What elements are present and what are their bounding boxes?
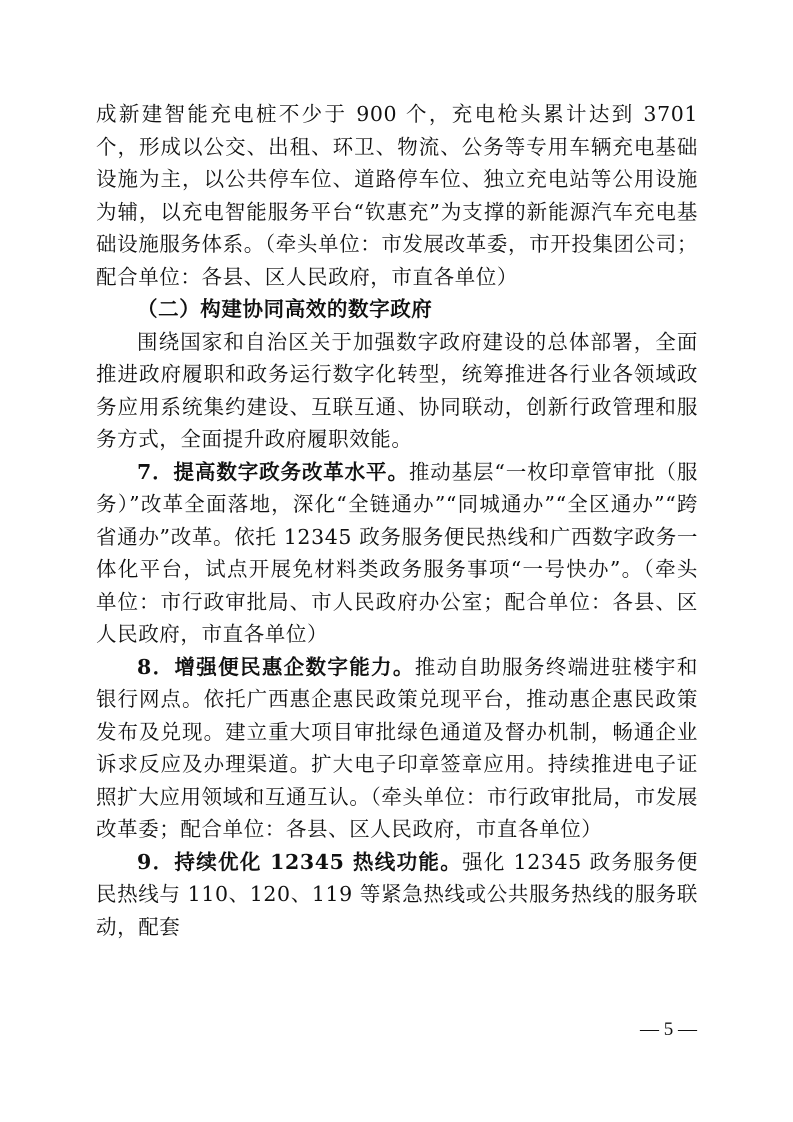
item-title: 7．提高数字政务改革水平。 <box>137 459 409 484</box>
item-body: 推动基层“一枚印章管审批（服务）”改革全面落地，深化“全链通办”“同城通办”“全区通办”“跨省通办”改革。依托 12345 政务服务便民热线和广西数字政务一体化平台，试点开展免材料类政务服务事项“一号快办”。（牵头单位：市行政审批局、市人民政府办公室；配合单位：各县、区人民政府，市直各单位） <box>96 459 698 646</box>
section-heading: （二）构建协同高效的数字政府 <box>137 297 433 321</box>
document-body <box>96 98 698 943</box>
continuation-paragraph: 成新建智能充电桩不少于 900 个，充电枪头累计达到 3701 个，形成以公交、出租、环卫、物流、公务等专用车辆充电基础设施为主，以公共停车位、道路停车位、独立充电站等公用设施为辅，以充电智能服务平台“钦惠充”为支撑的新能源汽车充电基础设施服务体系。（牵头单位：市发展改革委，市开投集团公司；配合单位：各县、区人民政府，市直各单位） <box>96 102 698 289</box>
section-intro-paragraph: 围绕国家和自治区关于加强数字政府建设的总体部署，全面推进政府履职和政务运行数字化转型，统筹推进各行业各领域政务应用系统集约建设、互联互通、协同联动，创新行政管理和服务方式，全面提升政府履职效能。 <box>96 329 698 451</box>
item-body: 强化 12345 政务服务便民热线与 110、120、119 等紧急热线或公共服务热线的服务联动，配套 <box>96 849 698 939</box>
item-body: 推动自助服务终端进驻楼宇和银行网点。依托广西惠企惠民政策兑现平台，推动惠企惠民政策发布及兑现。建立重大项目审批绿色通道及督办机制，畅通企业诉求反应及办理渠道。扩大电子印章签章应用。持续推进电子证照扩大应用领域和互通互认。（牵头单位：市行政审批局，市发展改革委；配合单位：各县、区人民政府，市直各单位） <box>96 654 698 841</box>
item-title: 9．持续优化 12345 热线功能。 <box>137 849 463 874</box>
item-paragraph <box>96 651 698 846</box>
item-title: 8．增强便民惠企数字能力。 <box>137 654 415 679</box>
item-paragraph <box>96 846 698 944</box>
item-paragraph <box>96 456 698 651</box>
page-number: — 5 — <box>640 1019 697 1040</box>
